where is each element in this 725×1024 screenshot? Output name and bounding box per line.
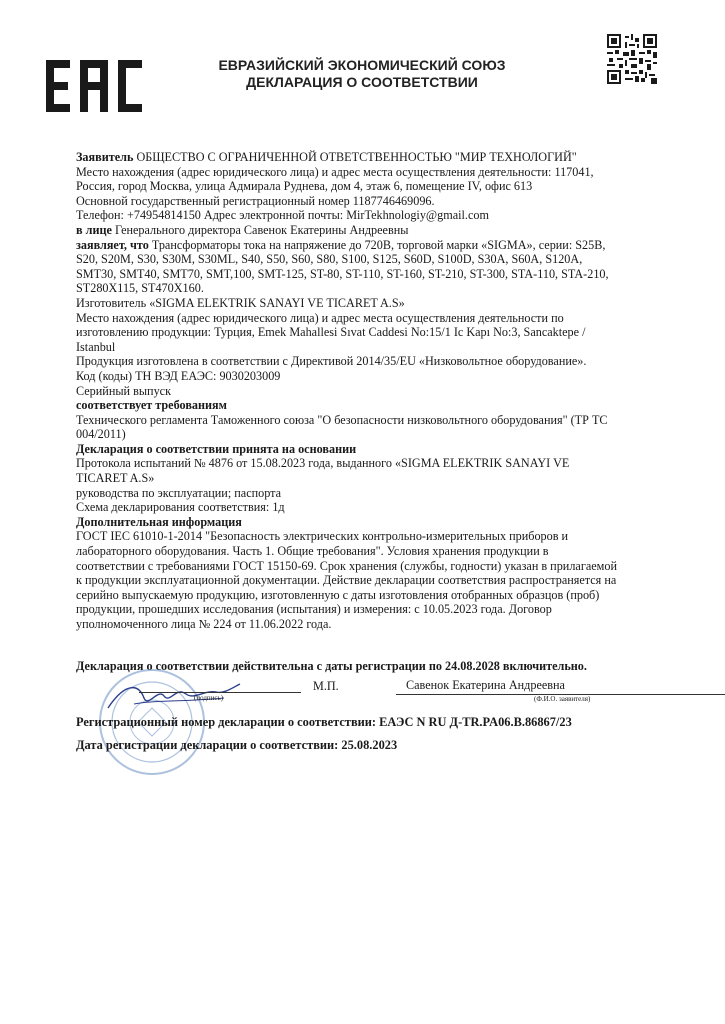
manufacturer-address-3: Istanbul	[76, 339, 116, 354]
applicant-address-2: Россия, город Москва, улица Адмирала Руднева, дом 4, этаж 6, помещение IV, офис 613	[76, 179, 533, 194]
registration-number: Регистрационный номер декларации о соответствии: ЕАЭС N RU Д-TR.PA06.B.86867/23	[76, 715, 572, 729]
conforms-line-2: 004/2011)	[76, 427, 126, 442]
qr-code-icon	[607, 34, 657, 84]
additional-line-6: продукции, прошедших исследования (испытания) и измерения: с 10.05.2023 года. Договор	[76, 602, 552, 617]
applicant-block	[76, 150, 668, 165]
conforms-label: соответствует требованиям	[76, 398, 227, 413]
declares-line-4: ST280X115, ST470X160.	[76, 281, 204, 296]
validity-statement: Декларация о соответствии действительна с даты регистрации по 24.08.2028 включительно.	[76, 659, 587, 673]
tn-ved-code: Код (коды) ТН ВЭД ЕАЭС: 9030203009	[76, 368, 281, 383]
additional-line-2: лабораторного оборудования. Часть 1. Общие требования". Условия хранения продукции в	[76, 544, 549, 559]
additional-line-5: серийно выпускаемую продукцию, изготовленную с даты изготовления отобранных образцов (проб)	[76, 587, 600, 602]
additional-line-4: к продукции эксплуатационной документации. Действие декларации соответствия распространяется на	[76, 573, 617, 588]
applicant-contacts: Телефон: +74954814150 Адрес электронной почты: MirTekhnologiy@gmail.com	[76, 208, 489, 223]
applicant-label: Заявитель	[76, 150, 134, 164]
document-header	[192, 57, 532, 91]
manufacturer-name: Изготовитель «SIGMA ELEKTRIK SANAYI VE TICARET A.S»	[76, 295, 405, 310]
applicant-ogrn: Основной государственный регистрационный номер 1187746469096.	[76, 193, 435, 208]
seal-placeholder-label: М.П.	[313, 679, 339, 693]
declares-line-1: Трансформаторы тока на напряжение до 720В, торговой марки «SIGMA», серии: S25B,	[148, 237, 606, 252]
release-type: Серийный выпуск	[76, 383, 171, 398]
person-name: Генерального директора Савенок Екатерины Андреевны	[111, 222, 409, 237]
declares-line-3: SMT30, SMT40, SMT70, SMT,100, SMT-125, ST-80, ST-110, ST-160, ST-210, ST-300, STA-110, STA-210,	[76, 266, 609, 281]
additional-line-1: ГОСТ IEC 61010-1-2014 "Безопасность электрических контрольно-измерительных приборов и	[76, 529, 569, 544]
manufacturer-address-1: Место нахождения (адрес юридического лица) и адрес места осуществления деятельности по	[76, 310, 564, 325]
applicant-person	[76, 223, 668, 238]
directive-text: Продукция изготовлена в соответствии с Директивой 2014/35/EU «Низковольтное оборудование».	[76, 354, 587, 369]
basis-line-3: руководства по эксплуатации; паспорта	[76, 485, 282, 500]
applicant-name: ОБЩЕСТВО С ОГРАНИЧЕННОЙ ОТВЕТСТВЕННОСТЬЮ "МИР ТЕХНОЛОГИЙ"	[133, 150, 577, 164]
declares-block	[76, 238, 668, 253]
conforms-line-1: Технического регламента Таможенного союза "О безопасности низковольтного оборудования" (ТР ТС	[76, 412, 608, 427]
signature-row	[76, 668, 676, 720]
applicant-address-1: Место нахождения (адрес юридического лица) и адрес места осуществления деятельности: 117041,	[76, 164, 594, 179]
basis-line-1: Протокола испытаний № 4876 от 15.08.2023 года, выданного «SIGMA ELEKTRIK SANAYI VE	[76, 456, 570, 471]
declaration-title: ДЕКЛАРАЦИЯ О СООТВЕТСТВИИ	[246, 74, 478, 90]
eac-logo	[44, 58, 144, 114]
person-label: в лице	[76, 222, 112, 237]
additional-line-7: уполномоченного лица № 224 от 11.06.2022 года.	[76, 617, 332, 631]
union-title: ЕВРАЗИЙСКИЙ ЭКОНОМИЧЕСКИЙ СОЮЗ	[218, 57, 506, 73]
declaration-body	[76, 150, 668, 632]
additional-label: Дополнительная информация	[76, 514, 242, 529]
declares-label: заявляет, что	[76, 237, 149, 252]
basis-line-2: TICARET A.S»	[76, 471, 155, 486]
basis-label: Декларация о соответствии принята на основании	[76, 441, 357, 456]
eac-logo-icon	[44, 58, 144, 114]
name-caption: (Ф.И.О. заявителя)	[534, 695, 591, 703]
signature-caption: (подпись)	[194, 694, 224, 702]
additional-line-3: соответствии с требованиями ГОСТ 15150-69. Срок хранения (службы, годности) указан в прилагаемой	[76, 558, 617, 573]
signature-line	[139, 692, 301, 693]
declares-line-2: S20, S20M, S30, S30M, S30ML, S40, S50, S60, S80, S100, S125, S60D, S100D, S30A, S60A, S120A,	[76, 252, 583, 267]
registration-date: Дата регистрации декларации о соответствии: 25.08.2023	[76, 738, 398, 752]
basis-line-4: Схема декларирования соответствия: 1д	[76, 500, 285, 515]
manufacturer-address-2: изготовлению продукции: Турция, Emek Mahallesi Sıvat Caddesi No:15/1 Ic Kapı No:3, Sancaktepe /	[76, 325, 586, 340]
signatory-name: Савенок Екатерина Андреевна	[406, 678, 565, 692]
